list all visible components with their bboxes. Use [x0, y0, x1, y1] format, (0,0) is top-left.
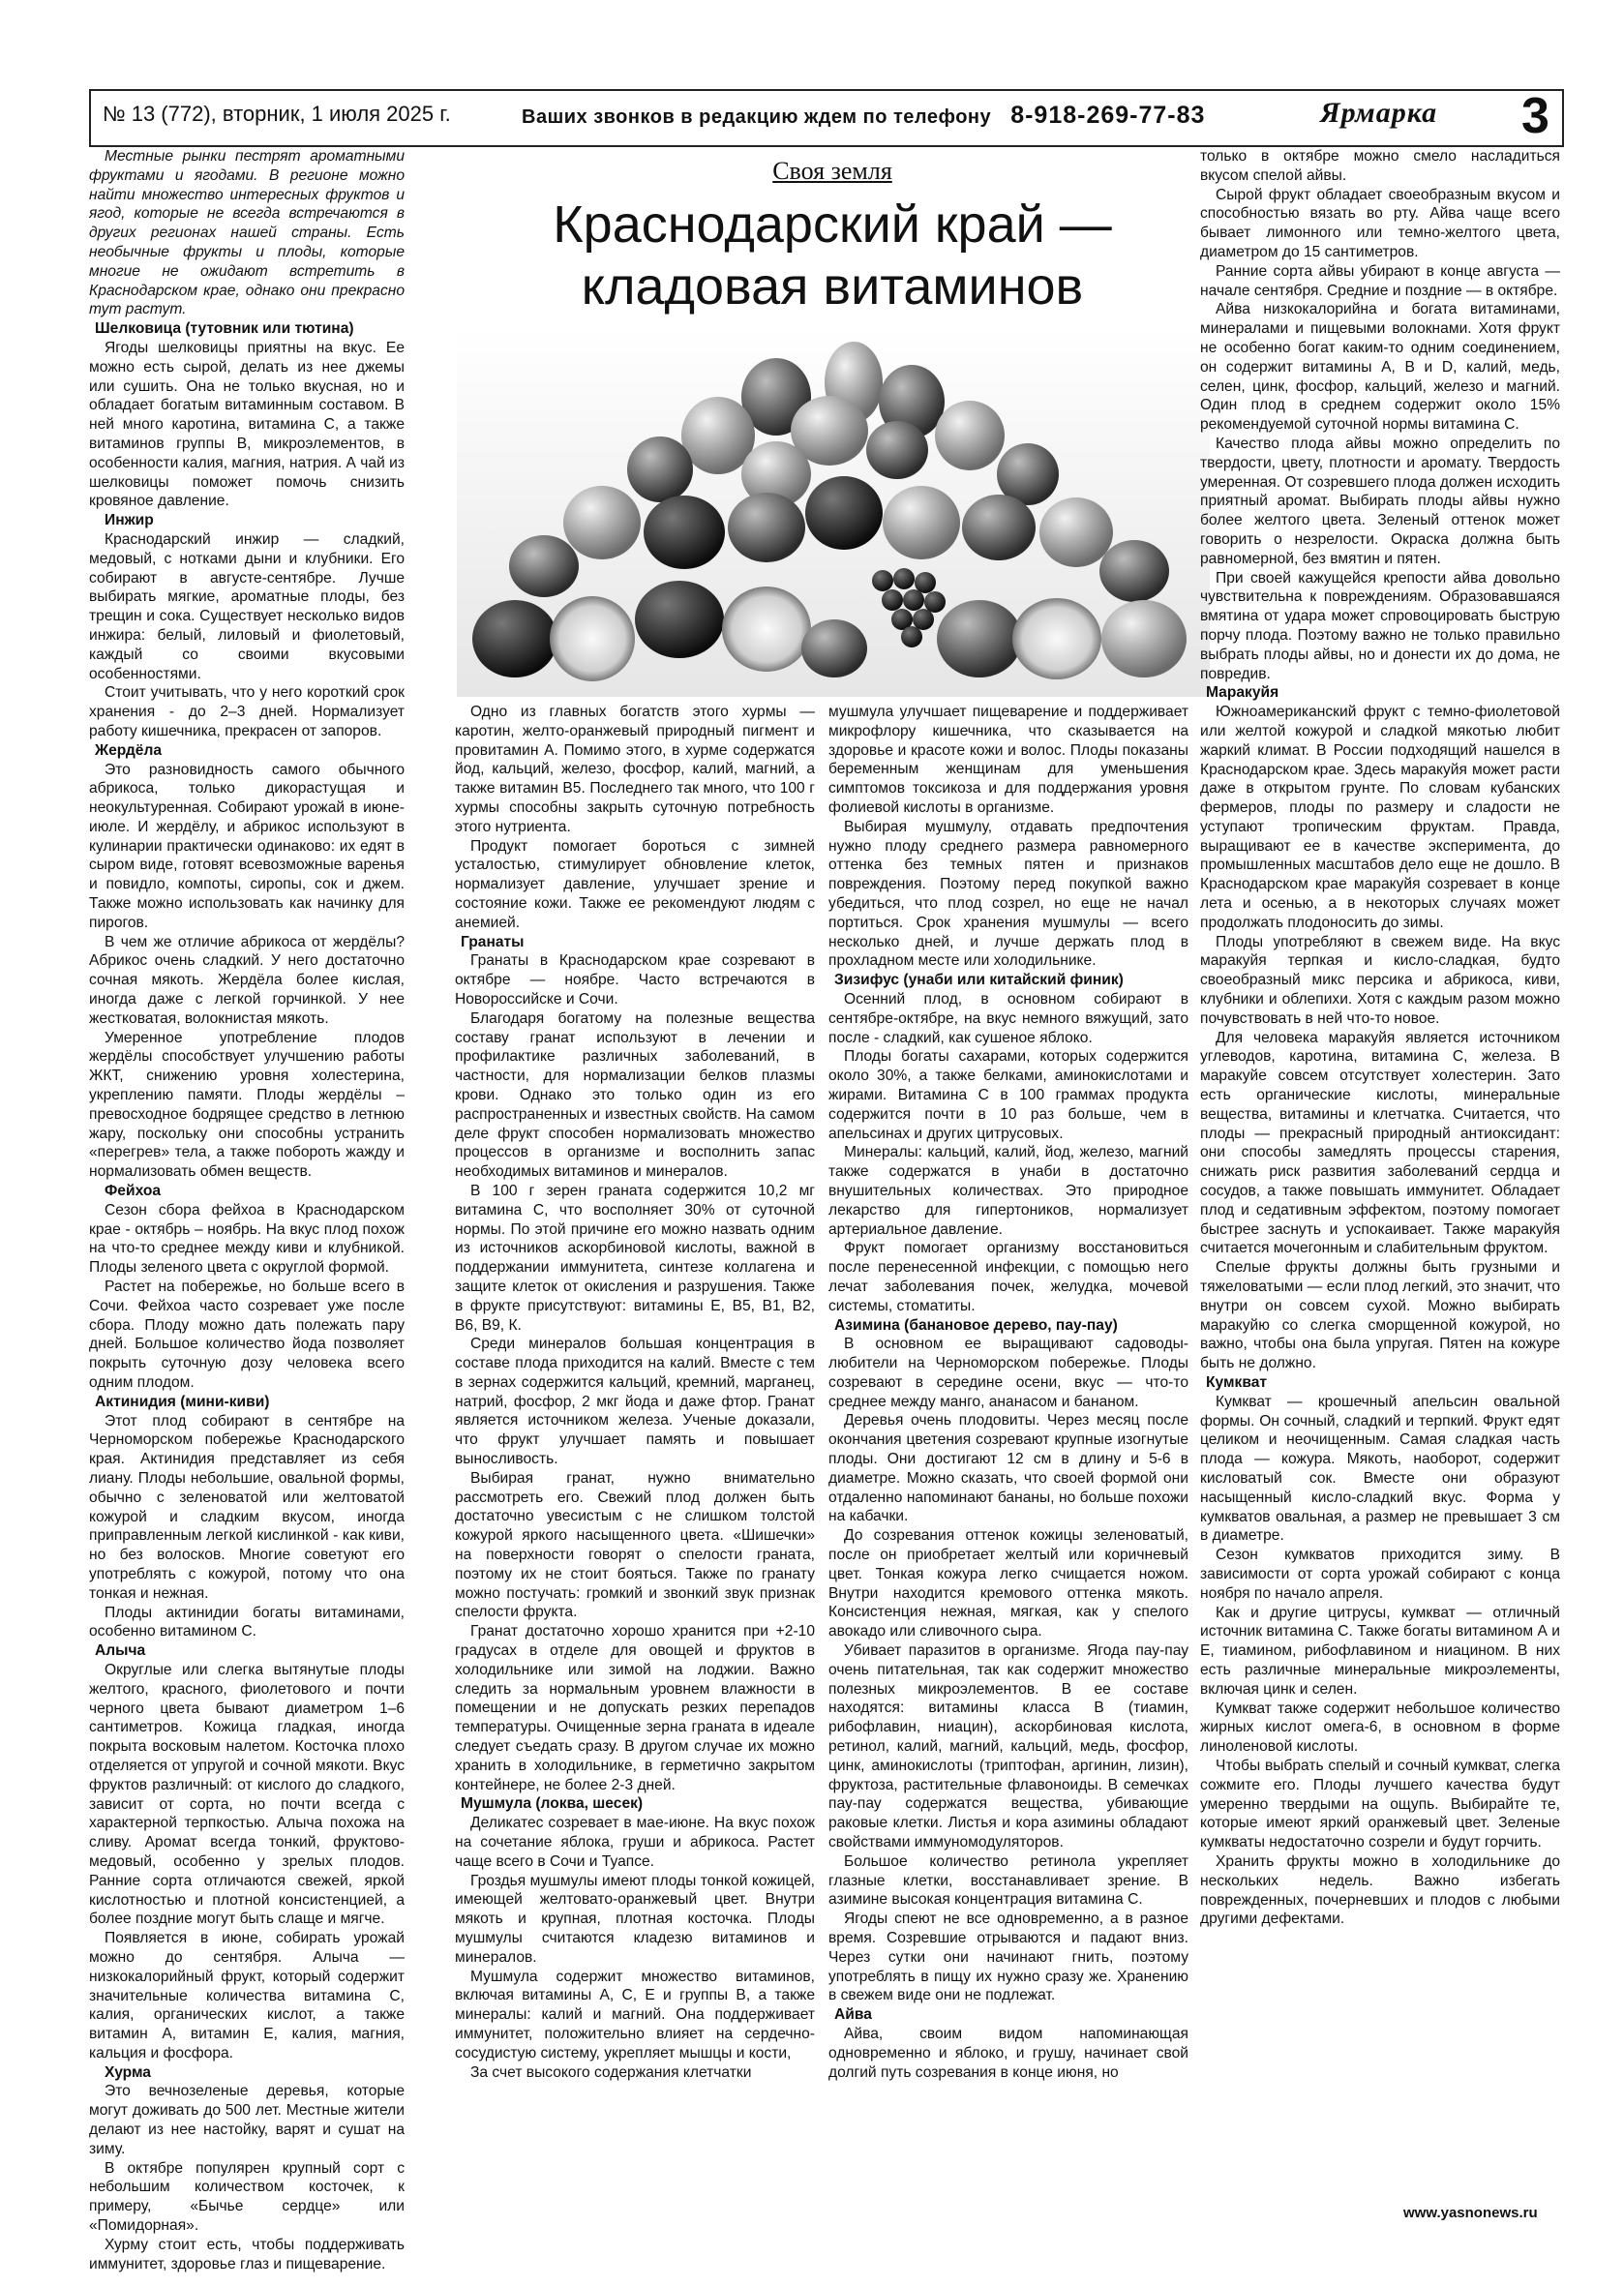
paragraph: Для человека маракуйя является источником углеводов, каротина, витамина С, железа. В маракуйе совсем отсутствует холестерин. Зато есть органические кислоты, минеральные вещества, витамины и клетчатка. Считается, что плоды — прекрасный природный антиоксидант: они способы замедлять процессы старения, снижать риск развития заболеваний сердца и сосудов, а также повышать иммунитет. Обладает плод и седативным эффектом, поэтому помогает быстрее заснуть и успокаивает. Также маракуйя считается мочегонным и слабительным фруктом.	[1200, 1029, 1560, 1257]
paragraph: За счет высокого содержания клетчатки	[470, 2063, 752, 2081]
heading-zherdela: Жердёла	[95, 741, 163, 759]
paragraph: Мушмула содержит множество витаминов, включая витамины А, С, Е и группы В, а также минералы: калий и магний. Она поддерживает иммунитет, положительно влияет на сердечно-сосудистую систему, укрепляет мышцы и кости,	[455, 1968, 815, 2061]
paragraph: Это вечнозеленые деревья, которые могут доживать до 500 лет. Местные жители делают из нее настойку, варят и сушат на зиму.	[89, 2083, 405, 2157]
column-3	[828, 703, 1188, 2212]
paragraph: Деревья очень плодовиты. Через месяц после окончания цветения созревают крупные изогнутые плоды. Они достигают 12 см в длину и 5-6 в диаметре. Можно сказать, что своей формой они отдаленно напоминают бананы, но больше похожи на кабачки.	[828, 1412, 1188, 1525]
heading-feijoa: Фейхоа	[105, 1183, 162, 1200]
heading-marakuia: Маракуйя	[1206, 684, 1279, 702]
page-number: 3	[1521, 88, 1549, 144]
paragraph: В октябре популярен крупный сорт с небольшим количеством косточек, к примеру, «Бычье сердце» или «Помидорная».	[89, 2159, 405, 2235]
brand-logo: Ярмарка	[1320, 97, 1438, 129]
heading-aktinidia: Актинидия (мини-киви)	[95, 1393, 270, 1410]
paragraph: Ягоды спеют не все одновременно, а в разное время. Созревшие отрываются и падают вниз. Через сутки они начинают гнить, поэтому употреблять в пищу их нужно сразу же. Хранению в свежем виде они не подлежат.	[828, 1911, 1188, 2004]
paragraph: Выбирая гранат, нужно внимательно рассмотреть его. Свежий плод должен быть достаточно увесистым с не слишком толстой кожурой яркого насыщенного цвета. «Шишечки» на поверхности говорят о спелости граната, поэтому их не стоит бояться. Также по гранату можно постучать: громкий и звонкий звук признак спелости фрукта.	[455, 1469, 815, 1621]
heading-mushmula: Мушмула (локва, шесек)	[461, 1795, 644, 1813]
heading-zizifus: Зизифус (унаби или китайский финик)	[834, 972, 1124, 989]
paragraph: До созревания оттенок кожицы зеленоватый, после он приобретает желтый или коричневый цвет. Тонкая кожура легко счищается ножом. Внутри находится кремового оттенка мякоть. Консистенция нежная, мягкая, как у спелого авокадо или сливочного сыра.	[828, 1527, 1188, 1640]
heading-shelkovitsa: Шелковица (тутовник или тютина)	[95, 320, 354, 338]
paragraph: Краснодарский инжир — сладкий, медовый, с нотками дыни и клубники. Его собирают в августе-сентябре. Лучше выбирать мягкие, ароматные плоды, без трещин и сока. Существует несколько видов инжира: белый, лиловый и фиолетовый, каждый со своими вкусовыми особенностями.	[89, 530, 405, 682]
paragraph: Сезон сбора фейхоа в Краснодарском крае - октябрь – ноябрь. На вкус плод похож на что-то среднее между киви и клубникой. Плоды зеленого цвета с округлой формой.	[89, 1201, 405, 1277]
paragraph: Айва низкокалорийна и богата витаминами, минералами и пищевыми волокнами. Хотя фрукт не особенно богат каким-то одним соединением, он содержит витамины А, В и D, калий, медь, селен, цинк, фосфор, кальций, железо и магний. Один плод в среднем содержит около 15% рекомендуемой суточной нормы витамина С.	[1200, 301, 1560, 434]
heading-alycha: Алыча	[95, 1642, 146, 1660]
paragraph: Ранние сорта айвы убирают в конце августа — начале сентября. Средние и поздние — в октябре.	[1200, 262, 1560, 299]
paragraph: Хранить фрукты можно в холодильнике до нескольких недель. Важно избегать поврежденных, почерневших и плодов с любыми другими дефектами.	[1200, 1852, 1560, 1928]
paragraph: Плоды богаты сахарами, которых содержится около 30%, а также белками, аминокислотами и жирами. Витамина С в 100 граммах продукта содержится почти в 10 раз больше, чем в апельсинах и других цитрусовых.	[828, 1048, 1188, 1142]
heading-kumkvat: Кумкват	[1206, 1374, 1268, 1391]
paragraph: Растет на побережье, но больше всего в Сочи. Фейхоа часто созревает уже после сбора. Плоду можно дать полежать пару дней. Большое количество йода позволяет покрыть суточную дозу человека всего одним плодом.	[89, 1279, 405, 1391]
paragraph: Плоды актинидии богаты витаминами, особенно витамином С.	[89, 1604, 405, 1640]
paragraph: В 100 г зерен граната содержится 10,2 мг витамина С, что восполняет 30% от суточной нормы. По этой причине его можно назвать одним из источников аскорбиновой кислоты, важной в поддержании иммунитета, синтезе коллагена и защите клеток от окисления и разрушения. Также в фрукте присутствуют: витамины Е, В5, В1, В2, В6, В9, К.	[455, 1182, 815, 1334]
paragraph: Гранат достаточно хорошо хранится при +2-10 градусах в отделе для овощей и фруктов в холодильнике или зимой на лоджии. Важно следить за нормальным уровнем влажности в помещении и не допускать резких перепадов температуры. Очищенные зерна граната в идеале следует съедать сразу. В другом случае их можно хранить в холодильнике, в герметично закрытом контейнере, не более 2-3 дней.	[455, 1623, 815, 1793]
paragraph: Фрукт помогает организму восстановиться после перенесенной инфекции, с помощью него лечат заболевания почек, желудка, мочевой системы, стоматиты.	[828, 1240, 1188, 1314]
heading-inzhir: Инжир	[105, 512, 154, 529]
paragraph: Чтобы выбрать спелый и сочный кумкват, слегка сожмите его. Плоды лучшего качества будут умеренно твердыми на ощупь. Выбирайте те, которые имеют яркий оранжевый цвет. Зеленые кумкваты недостаточно созрели и будут горчить.	[1200, 1757, 1560, 1851]
title-line-1: Краснодарский край —	[553, 196, 1112, 254]
paragraph: Качество плода айвы можно определить по твердости, цвету, плотности и аромату. Твердость умеренная. От созревшего плода должен исходить приятный аромат. Выбирать плоды айвы нужно более желтого цвета. Зеленый оттенок может говорить о незрелости. Окраска должна быть равномерной, без вмятин и пятен.	[1200, 435, 1561, 567]
paragraph: Ягоды шелковицы приятны на вкус. Ее можно есть сырой, делать из нее джемы или сушить. Она не только вкусная, но и обладает богатым витаминным составом. В ней много каротина, витамина С, а также витаминов группы В, микроэлементов, в особенности калия, магния, натрия. А чай из шелковицы поможет помочь снизить кровяное давление.	[89, 339, 405, 510]
paragraph: В чем же отличие абрикоса от жердёлы? Абрикос очень сладкий. У него достаточно сочная мякоть. Жердёла более кислая, иногда даже с легкой горчинкой. У нее жестковатая, волокнистая мякоть.	[89, 933, 405, 1027]
paragraph: Среди минералов большая концентрация в составе плода приходится на калий. Вместе с тем в зернах содержится кальций, кремний, марганец, натрий, фосфор, 2 мкг йода и даже фтор. Гранат является источником железа. Ученые доказали, что фрукт улучшает память и повышает выносливость.	[455, 1336, 815, 1468]
paragraph: Стоит учитывать, что у него короткий срок хранения - до 2–3 дней. Нормализует работу кишечника, прекрасен от запоров.	[89, 684, 405, 739]
paragraph: Сезон кумкватов приходится зиму. В зависимости от сорта урожай собирают с конца ноября по начало апреля.	[1200, 1547, 1560, 1602]
paragraph: В основном ее выращивают садоводы-любители на Черноморском побережье. Плоды созревают в середине осени, вкус — что-то среднее между манго, ананасом и бананом.	[828, 1336, 1188, 1410]
paragraph: Спелые фрукты должны быть грузными и тяжеловатыми — если плод легкий, это значит, что внутри он совсем сухой. Можно выбирать маракуйю со слегка сморщенной кожурой, но важно, чтобы она была упругая. Пятен на кожуре быть не должно.	[1200, 1259, 1560, 1372]
heading-aiva: Айва	[834, 2006, 872, 2024]
paragraph: Большое количество ретинола укрепляет глазные клетки, восстанавливает зрение. В азимине высокая концентрация витамина С.	[828, 1852, 1188, 1909]
rubric: Своя земля	[772, 157, 892, 185]
paragraph: Выбирая мушмулу, отдавать предпочтения нужно плоду среднего размера равномерного оттенка без темных пятен и признаков повреждения. Поэтому перед покупкой важно убедиться, что плод созрел, но еще не начал портиться. Срок хранения мушмулы — всего несколько дней, и лучше держать плод в прохладном месте или холодильнике.	[828, 818, 1188, 970]
column-4	[1200, 147, 1560, 2199]
phone-number: 8-918-269-77-83	[1010, 102, 1206, 129]
phone-label: Ваших звонков в редакцию ждем по телефону	[522, 106, 992, 128]
paragraph: Округлые или слегка вытянутые плоды желтого, красного, фиолетового и почти черного цвета бывают диаметром 1–6 сантиметров. Кожица гладкая, иногда покрыта восковым налетом. Косточка плохо отделяется от упругой и сочной мякоти. Вкус фруктов различный: от кислого до сладкого, зависит от сорта, но почти всегда с характерной терпкостью. Алыча похожа на сливу. Аромат всегда тонкий, фруктово-медовый, особенно у зрелых плодов. Ранние сорта отличаются свежей, яркой кислотностью и плотной консистенцией, а более поздние могут быть слаще и мягче.	[89, 1661, 405, 1928]
paragraph: Айва, своим видом напоминающая одновременно и яблоко, и грушу, начинает свой долгий путь созревания в конце июня, но	[828, 2025, 1188, 2081]
paragraph: Кумкват также содержит небольшое количество жирных кислот омега-6, в основном в форме линоленовой кислоты.	[1200, 1700, 1560, 1756]
paragraph: Благодаря богатому на полезные вещества составу гранат используют в лечении и профилактике различных заболеваний, в частности, для нормализации белков плазмы крови. Однако это только один из его распространенных и известных свойств. На самом деле фрукт способен нормализовать множество процессов в организме и восполнить запас необходимых витаминов и минералов.	[455, 1009, 815, 1181]
lead-paragraph: Местные рынки пестрят ароматными фруктами и ягодами. В регионе можно найти множество интересных фруктов и ягод, которые не всегда встречаются в других регионах нашей страны. Есть необычные фрукты и плоды, которые многие не ожидают встретить в Краснодарском крае, однако они прекрасно тут растут.	[89, 148, 405, 318]
column-1	[89, 147, 405, 2272]
paragraph: Этот плод собирают в сентябре на Черноморском побережье Краснодарского края. Актинидия представляет из себя лиану. Плоды небольшие, овальной формы, обычно с зеленоватой или желтоватой кожурой и сладким вкусом, иногда приправленным легкой кислинкой - как киви, но без волосков. Многие советуют его употреблять с кожурой, потому что она тонкая и нежная.	[89, 1412, 405, 1602]
paragraph: Гранаты в Краснодарском крае созревают в октябре — ноябре. Часто встречаются в Новороссийске и Сочи.	[455, 952, 815, 1008]
heading-azimina: Азимина (банановое дерево, пау-пау)	[834, 1316, 1118, 1334]
paragraph: Кумкват — крошечный апельсин овальной формы. Он сочный, сладкий и терпкий. Фрукт едят целиком и неочищенным. Самая сладкая часть плода — кожура. Мякоть, наоборот, содержит кисловатый сок. Вместе они образуют насыщенный кисло-сладкий вкус. Форма у кумкватов овальная, а размер не превышает 3 см в диаметре.	[1200, 1393, 1560, 1545]
paragraph: Продукт помогает бороться с зимней усталостью, стимулирует обновление клеток, нормализует давление, улучшает зрение и состояние кожи. Также ее рекомендуют людям с анемией.	[455, 837, 815, 931]
page-header	[89, 89, 1564, 147]
title-line-2: кладовая витаминов	[581, 257, 1084, 316]
paragraph: Деликатес созревает в мае-июне. На вкус похож на сочетание яблока, груши и абрикоса. Растет чаще всего в Сочи и Туапсе.	[455, 1815, 815, 1870]
paragraph: Убивает паразитов в организме. Ягода пау-пау очень питательная, так как содержит множество полезных микроэлементов. В ее составе находятся: витамины класса В (тиамин, рибофлавин, ниацин), аскорбиновая кислота, ретинол, калий, магний, кальций, медь, фосфор, цинк, аминокислоты (триптофан, аргинин, лизин), фруктоза, растительные флавоноиды. В семечках пау-пау содержатся вещества, убивающие раковые клетки. Листья и кора азимины обладают свойствами иммуномодуляторов.	[828, 1642, 1188, 1851]
paragraph: Появляется в июне, собирать урожай можно до сентября. Алыча — низкокалорийный фрукт, который содержит значительные количества витамина С, калия, органических кислот, а также витамин А, витамин Е, калия, магния, кальция и фосфора.	[89, 1930, 405, 2061]
paragraph: только в октябре можно смело насладиться вкусом спелой айвы.	[1200, 148, 1560, 184]
paragraph: Это разновидность самого обычного абрикоса, только дикорастущая и неокультуренная. Собирают урожай в июне-июле. И жердёлу, и абрикос используют в кулинарии практически одинаково: их едят в сыром виде, готовят всевозможные варенья и повидло, компоты, сиропы, сок и джем. Также можно использовать как начинку для пирогов.	[89, 761, 405, 931]
article-title	[465, 194, 1200, 317]
website-link[interactable]: www.yasnonews.ru	[1403, 2205, 1538, 2221]
fruit-photo	[457, 329, 1210, 697]
heading-granaty: Гранаты	[461, 933, 525, 950]
paragraph: Южноамериканский фрукт с темно-фиолетовой или желтой кожурой и сладкой мякотью любит жаркий климат. В России подходящий нашелся в Краснодарском крае. Здесь маракуйя может расти даже в открытом грунте. По словам кубанских фермеров, плоды по размеру и сладости не уступают тропическим фруктам. Правда, выращивают ее в качестве эксперимента, до промышленных масштабов дело еще не дошло. В Краснодарском крае маракуйя созревает в конце лета и осенью, а в некоторых случаях может продолжать плодоносить до зимы.	[1200, 704, 1560, 931]
issue-info: № 13 (772), вторник, 1 июля 2025 г.	[103, 102, 451, 126]
paragraph: мушмула улучшает пищеварение и поддерживает микрофлору кишечника, что сказывается на здоровье и красоте кожи и волос. Плоды показаны беременным женщинам для уменьшения симптомов токсикоза и для поддержания уровня фолиевой кислоты в организме.	[828, 704, 1188, 816]
paragraph: Сырой фрукт обладает своеобразным вкусом и способностью вязать во рту. Айва чаще всего бывает лимонного или темно-желтого цвета, диаметром до 15 сантиметров.	[1200, 186, 1560, 260]
paragraph: Одно из главных богатств этого хурмы — каротин, желто-оранжевый природный пигмент и провитамин А. Помимо этого, в хурме содержатся йод, кальций, железо, фосфор, калий, магний, а также витамин B5. Последнего так много, что 100 г хурмы способны закрыть суточную потребность этого нутриента.	[455, 704, 815, 835]
paragraph: Гроздья мушмулы имеют плоды тонкой кожицей, имеющей желтовато-оранжевый цвет. Внутри мякоть и крупная, плотная косточка. Плоды мушмулы считаются кладезю витаминов и минералов.	[455, 1872, 815, 1966]
paragraph: Как и другие цитрусы, кумкват — отличный источник витамина С. Также богаты витамином А и Е, тиамином, рибофлавином и ниацином. В них есть различные минеральные микроэлементы, включая цинк и селен.	[1200, 1604, 1560, 1698]
paragraph: Плоды употребляют в свежем виде. На вкус маракуйя терпкая и кисло-сладкая, будто своеобразный микс персика и абрикоса, киви, клубники и облепихи. Хотя с каждым разом можно почувствовать в ней что-то новое.	[1200, 933, 1560, 1027]
paragraph: Умеренное употребление плодов жердёлы способствует улучшению работы ЖКТ, снижению уровня холестерина, укреплению памяти. Плоды жердёлы – превосходное бодрящее средство в летнюю жару, поскольку они способны устранить «перегрев» тела, а также побороть жажду и нормализовать обмен веществ.	[89, 1029, 405, 1181]
heading-hurma: Хурма	[105, 2063, 151, 2081]
paragraph: Минералы: кальций, калий, йод, железо, магний также содержатся в унаби в достаточно внушительных количествах. Это природное лекарство для гипертоников, нормализует артериальное давление.	[828, 1144, 1188, 1238]
paragraph: Хурму стоит есть, чтобы поддерживать иммунитет, здоровье глаз и пищеварение.	[89, 2236, 405, 2272]
paragraph: При своей кажущейся крепости айва довольно чувствительна к повреждениям. Образовавшаяся вмятина от удара может спровоцировать быструю порчу плода. Поэтому важно не только правильно выбрать плоды айвы, но и донести их до дома, не повредив.	[1200, 569, 1560, 682]
column-2	[455, 703, 815, 2212]
paragraph: Осенний плод, в основном собирают в сентябре-октябре, на вкус немного вяжущий, зато после - сладкий, как сушеное яблоко.	[828, 990, 1188, 1046]
phone-line	[522, 102, 1205, 130]
